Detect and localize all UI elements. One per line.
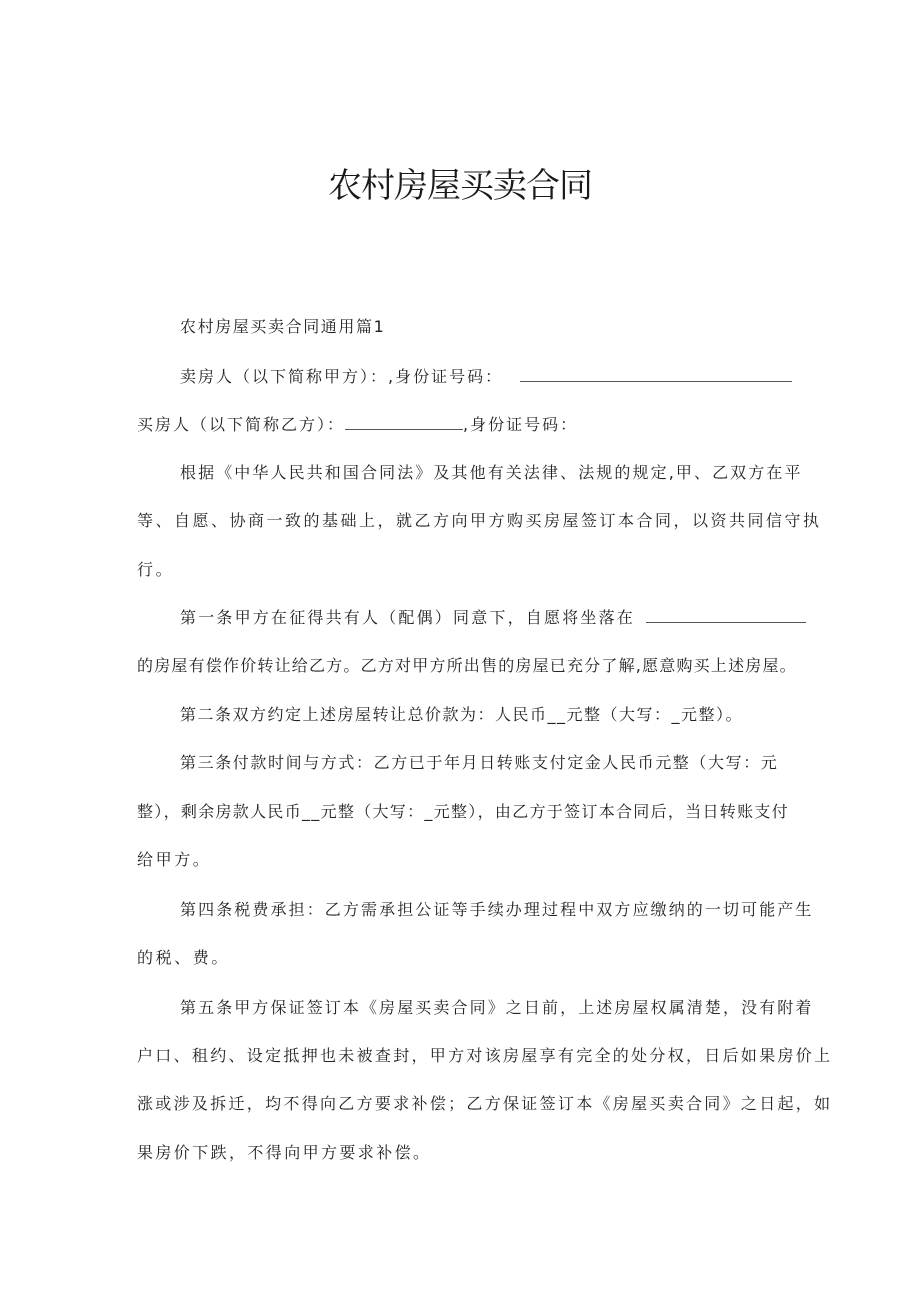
buyer-label: 买房人（以下简称乙方）：: [137, 415, 346, 434]
intro-line-1: 根据《中华人民共和国合同法》及其他有关法律、法规的规定,甲、乙双方在平: [180, 463, 803, 482]
article1-line-2: 的房屋有偿作价转让给乙方。乙方对甲方所出售的房屋已充分了解,愿意购买上述房屋。: [137, 656, 797, 675]
article5-line-3: 涨或涉及拆迁，均不得向乙方要求补偿；乙方保证签订本《房屋买卖合同》之日起，如: [137, 1094, 833, 1113]
article4-line-1: 第四条税费承担：乙方需承担公证等手续办理过程中双方应缴纳的一切可能产生: [180, 900, 814, 919]
location-blank: [646, 608, 806, 623]
article3-line-3: 给甲方。: [137, 850, 212, 869]
intro-line-3: 行。: [137, 560, 175, 579]
article5-line-2: 户口、租约、设定抵押也未被查封，甲方对该房屋享有完全的处分权，日后如果房价上: [137, 1046, 833, 1065]
intro-line-2: 等、自愿、协商一致的基础上，就乙方向甲方购买房屋签订本合同，以资共同信守执: [137, 511, 822, 530]
article1-text: 第一条甲方在征得共有人（配偶）同意下，自愿将坐落在: [180, 608, 636, 627]
article1-line-1: [180, 608, 806, 628]
seller-line: [180, 367, 792, 387]
buyer-line: [137, 415, 578, 435]
subtitle: 农村房屋买卖合同通用篇1: [180, 317, 386, 336]
seller-id-blank: [520, 367, 792, 382]
article3-line-1: 第三条付款时间与方式：乙方已于年月日转账支付定金人民币元整（大写：元: [180, 753, 779, 772]
buyer-id-label: ,身份证号码：: [463, 415, 579, 434]
buyer-name-blank: [345, 415, 463, 430]
article2-line: 第二条双方约定上述房屋转让总价款为：人民币__元整（大写：_元整）。: [180, 705, 744, 724]
document-title: 农村房屋买卖合同: [328, 166, 592, 206]
article3-line-2: 整），剩余房款人民币__元整（大写：_元整），由乙方于签订本合同后，当日转账支付: [137, 802, 790, 821]
seller-label: 卖房人（以下简称甲方）：,身份证号码：: [180, 367, 504, 386]
article5-line-4: 果房价下跌，不得向甲方要求补偿。: [137, 1143, 432, 1162]
article5-line-1: 第五条甲方保证签订本《房屋买卖合同》之日前，上述房屋权属清楚，没有附着: [180, 998, 814, 1017]
article4-line-2: 的税、费。: [137, 948, 231, 967]
